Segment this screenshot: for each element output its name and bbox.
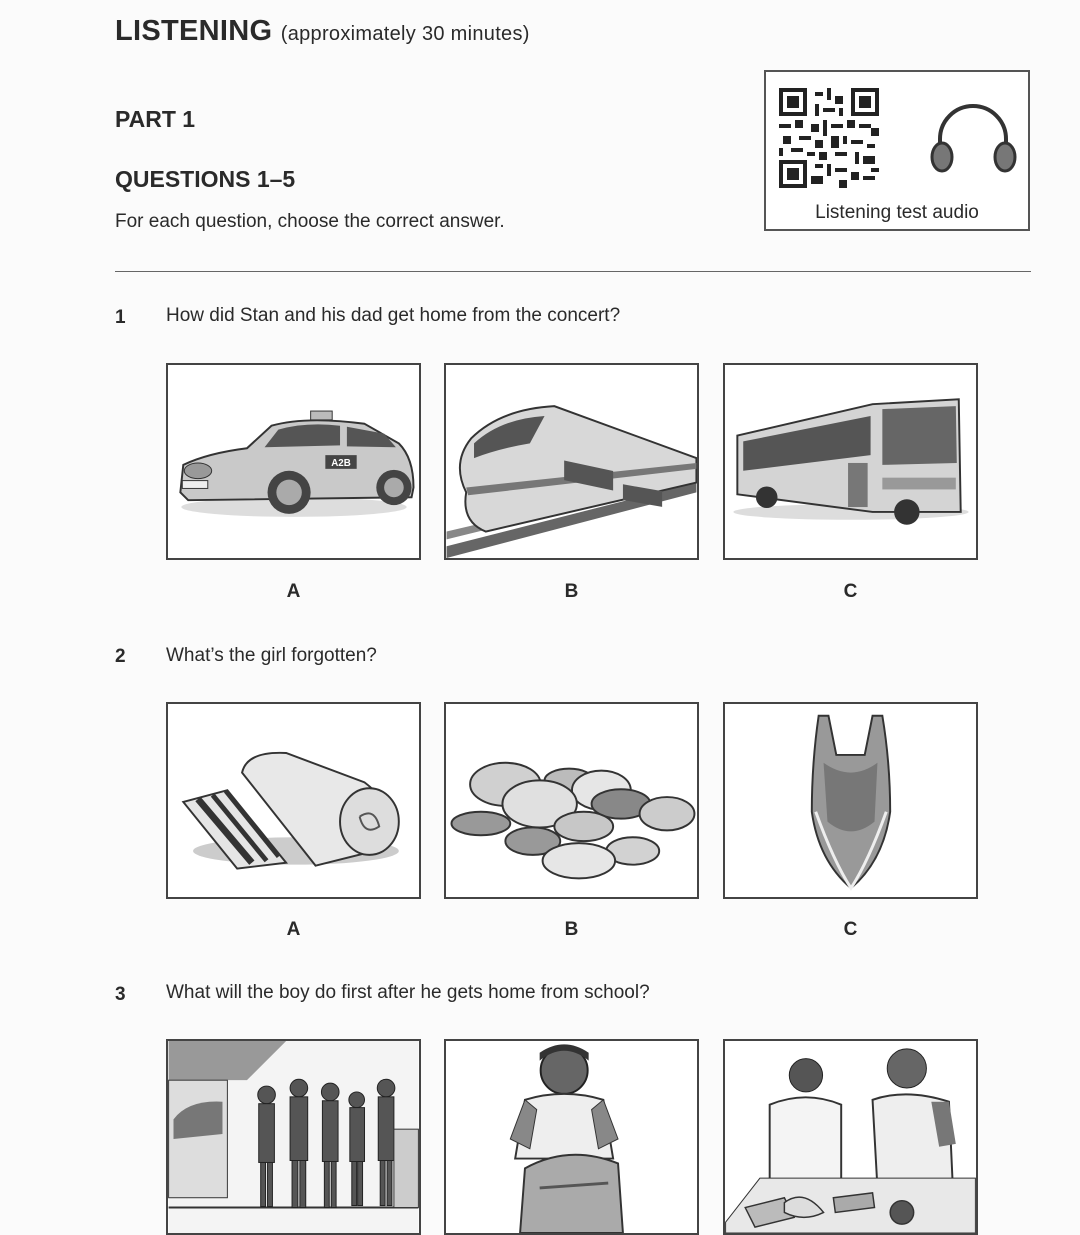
q1-option-c-letter: C [843, 581, 858, 602]
instruction-text: For each question, choose the correct answer. [115, 211, 505, 232]
headphones-icon [926, 97, 1021, 177]
question-1-number: 1 [115, 307, 126, 328]
section-title [115, 15, 530, 48]
q2-option-a-towel-image[interactable] [166, 702, 421, 899]
question-3-number: 3 [115, 984, 126, 1005]
section-divider [115, 271, 1031, 272]
audio-label: Listening test audio [815, 202, 979, 223]
title-text: LISTENING [115, 15, 273, 47]
q1-option-a-letter: A [286, 581, 301, 602]
q1-option-a-taxi-image[interactable] [166, 363, 421, 560]
question-2-text: What’s the girl forgotten? [166, 645, 377, 666]
question-2-number: 2 [115, 646, 126, 667]
q2-option-b-coins-image[interactable] [444, 702, 699, 899]
q3-option-c-boys-food-image[interactable] [723, 1039, 978, 1235]
part-heading: PART 1 [115, 106, 196, 132]
q2-option-b-letter: B [564, 919, 579, 940]
question-3-text: What will the boy do first after he gets home from school? [166, 982, 650, 1003]
audio-box[interactable] [764, 70, 1030, 231]
q1-option-b-letter: B [564, 581, 579, 602]
qr-code-icon[interactable] [779, 88, 879, 188]
q2-option-c-swimsuit-image[interactable] [723, 702, 978, 899]
q3-option-a-station-queue-image[interactable] [166, 1039, 421, 1235]
duration-text: (approximately 30 minutes) [280, 23, 530, 45]
q1-option-c-bus-image[interactable] [723, 363, 978, 560]
taxi-plate-text: A2B [331, 457, 351, 469]
q2-option-a-letter: A [286, 919, 301, 940]
q2-option-c-letter: C [843, 919, 858, 940]
q3-option-b-boy-backpack-image[interactable] [444, 1039, 699, 1235]
question-1-text: How did Stan and his dad get home from the concert? [166, 305, 621, 326]
questions-heading: QUESTIONS 1–5 [115, 166, 296, 192]
q1-option-b-train-image[interactable] [444, 363, 699, 560]
